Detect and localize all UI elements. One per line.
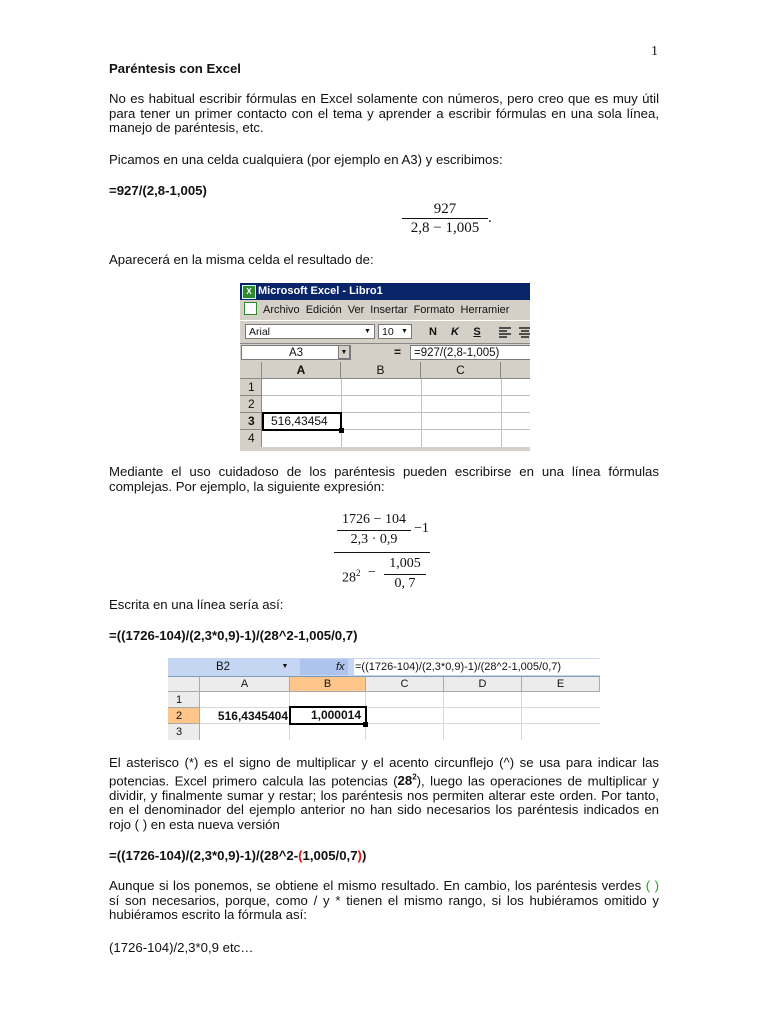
function-icon[interactable]: fx (336, 661, 345, 673)
power-term-bold (398, 773, 417, 788)
formula-input-2[interactable]: =((1726-104)/(2,3*0,9)-1)/(28^2-1,005/0,7) (354, 659, 600, 675)
italic-button[interactable]: K (451, 326, 459, 338)
inner-denominator: 2,3 · 0,9 (350, 532, 398, 547)
menu-bar (240, 300, 530, 321)
formula-colored-after: ) (361, 848, 367, 863)
menu-herramientas[interactable]: Herramier (460, 304, 510, 316)
green-text-1: Aunque si los ponemos, se obtiene el mismo resultado. En cambio, los paréntesis verdes (109, 878, 646, 893)
excel-title: Microsoft Excel - Libro1 (258, 285, 383, 297)
power-base: 28 (342, 570, 356, 586)
inner-numerator: 1726 − 104 (342, 512, 406, 527)
align-left-icon[interactable] (496, 324, 514, 340)
row-header-3[interactable]: 3 (168, 724, 200, 740)
bold-button[interactable]: N (429, 326, 437, 338)
select-all-corner[interactable] (168, 677, 200, 692)
font-value: Arial (249, 326, 271, 338)
name-box-value: A3 (288, 347, 304, 359)
column-header-d[interactable]: D (444, 677, 522, 692)
format-toolbar (240, 321, 530, 344)
chevron-down-icon[interactable]: ▼ (281, 663, 289, 670)
column-header-d[interactable] (501, 362, 530, 379)
fraction-denominator: 2,8 − 1,005 (402, 218, 488, 237)
chevron-down-icon: ▼ (364, 328, 371, 335)
row-header-3[interactable]: 3 (240, 413, 262, 430)
formula-simple: =927/(2,8-1,005) (109, 183, 207, 198)
paragraph-operators (109, 756, 659, 832)
align-center-icon[interactable] (516, 324, 530, 340)
paragraph-intro: No es habitual escribir fórmulas en Excel solamente con números, pero creo que es muy útil para tener un primer contacto con el tema y aprender a escribir fórmulas en una sola línea, manejo de paréntesis, etc. (109, 91, 659, 136)
formula-bar (240, 344, 530, 362)
minus-sign: − (368, 565, 376, 580)
page-number: 1 (651, 44, 658, 59)
name-box-2[interactable] (168, 659, 296, 675)
column-header-e[interactable]: E (522, 677, 600, 692)
name-box[interactable] (241, 345, 351, 360)
fill-handle[interactable] (363, 722, 368, 727)
small-denominator: 0, 7 (394, 576, 416, 591)
operators-text-2: ), luego las operaciones de multiplicar y dividir, y finalmente sumar y restar; los paréntesis nos permiten alterar este orden. Por tanto, en el denominador del ejemplo anterior no han sido necesarios los paréntesis indicados en rojo ( ) en esta nueva versión (109, 772, 659, 832)
paragraph-oneline: Escrita en una línea sería así: (109, 597, 284, 612)
excel-logo-icon: X (242, 285, 256, 299)
small-numerator: 1,005 (389, 556, 421, 571)
column-header-c[interactable]: C (421, 362, 501, 379)
formula-colored-before: =((1726-104)/(2,3*0,9)-1)/(28^2- (109, 848, 299, 863)
paragraph-complex: Mediante el uso cuidadoso de los paréntesis pueden escribirse en una línea fórmulas complejas. Por ejemplo, la siguiente expresión: (109, 464, 659, 494)
row-header-2[interactable]: 2 (168, 708, 200, 724)
size-select[interactable] (378, 324, 412, 339)
excel-title-bar (240, 283, 530, 300)
operators-text-1: El asterisco (*) es el signo de multiplicar y el acento circunflejo (^) se usa para indicar las potencias. Excel primero calcula las potencias ( (109, 755, 659, 788)
paragraph-example: (1726-104)/2,3*0,9 etc… (109, 940, 254, 955)
column-header-b[interactable]: B (341, 362, 421, 379)
minus-one: −1 (414, 521, 429, 536)
chevron-down-icon[interactable]: ▼ (338, 345, 350, 359)
formula-input[interactable]: =927/(2,8-1,005) (410, 345, 530, 360)
chevron-down-icon: ▼ (401, 328, 408, 335)
formula-complex: =((1726-104)/(2,3*0,9)-1)/(28^2-1,005/0,7) (109, 628, 358, 643)
select-all-corner[interactable] (240, 362, 262, 379)
green-parens: ( ) (645, 878, 659, 893)
fraction-period: . (488, 210, 492, 226)
column-header-a[interactable]: A (262, 362, 341, 379)
underline-button[interactable]: S (473, 326, 481, 338)
row-header-2[interactable]: 2 (240, 396, 262, 413)
cell-b2[interactable]: 1,000014 (289, 706, 367, 725)
fraction-numerator: 927 (433, 201, 457, 217)
excel-window-1 (240, 283, 530, 451)
workbook-icon[interactable] (244, 302, 257, 315)
paragraph-green (109, 879, 659, 923)
fill-handle[interactable] (339, 428, 344, 433)
column-header-b[interactable]: B (290, 677, 366, 692)
fraction-927 (402, 200, 492, 237)
formula-equals: = (394, 345, 402, 359)
excel-window-2 (168, 658, 600, 740)
row-header-4[interactable]: 4 (240, 430, 262, 447)
name-box-value: B2 (216, 661, 231, 673)
power-term (342, 565, 361, 587)
size-value: 10 (382, 326, 394, 338)
power-exponent-bold: 2 (412, 772, 417, 782)
menu-archivo[interactable]: Archivo (263, 304, 300, 316)
red-paren-open: ( (298, 848, 303, 863)
cell-a3[interactable]: 516,43454 (262, 412, 342, 431)
formula-colored (109, 849, 659, 864)
power-exponent: 2 (356, 568, 361, 578)
menu-insertar[interactable]: Insertar (370, 304, 408, 316)
page-title: Paréntesis con Excel (109, 61, 241, 76)
power-base-bold: 28 (397, 772, 413, 788)
paragraph-result-intro: Aparecerá en la misma celda el resultado de: (109, 252, 374, 267)
row-header-1[interactable]: 1 (168, 692, 200, 708)
paragraph-instruction: Picamos en una celda cualquiera (por ejemplo en A3) y escribimos: (109, 152, 503, 167)
menu-edicion[interactable]: Edición (305, 304, 342, 316)
green-text-2: sí son necesarios, porque, como / y * tienen el mismo rango, si los hubiéramos omitido y hubiéramos escrito la fórmula así: (109, 892, 659, 923)
font-select[interactable] (245, 324, 375, 339)
column-header-c[interactable]: C (366, 677, 444, 692)
column-header-a[interactable]: A (200, 677, 290, 692)
formula-colored-middle: 1,005/0,7 (302, 848, 358, 863)
complex-fraction (334, 512, 464, 598)
red-paren-close: ) (357, 848, 362, 863)
menu-ver[interactable]: Ver (347, 304, 365, 316)
cell-a2[interactable]: 516,4345404 (217, 709, 288, 723)
row-header-1[interactable]: 1 (240, 379, 262, 396)
menu-formato[interactable]: Formato (413, 304, 455, 316)
